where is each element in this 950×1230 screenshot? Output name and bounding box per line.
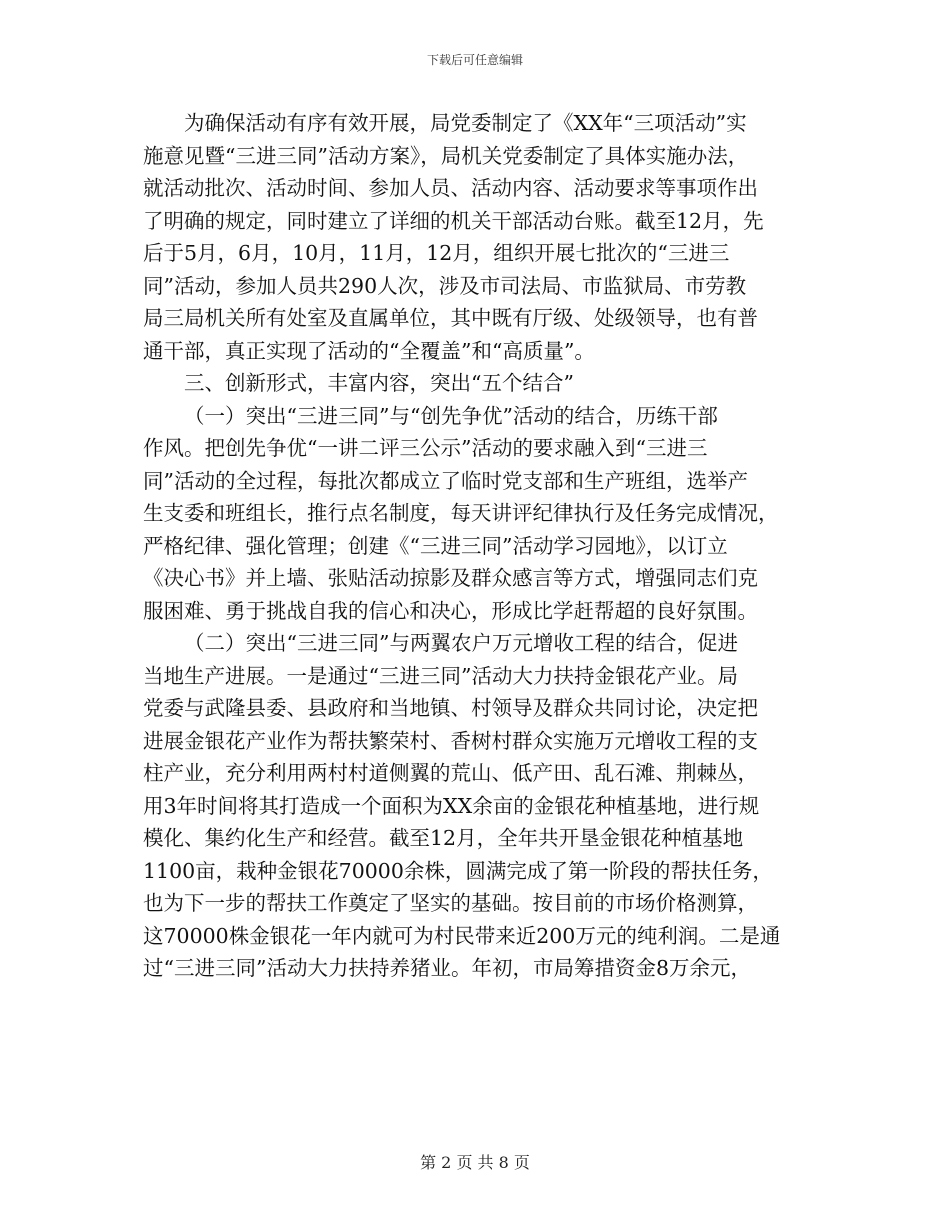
text-line: 过“三进三同”活动大力扶持养猪业。年初，市局筹措资金8万余元， [143, 956, 752, 980]
text-line: 同”活动，参加人员共290人次，涉及市司法局、市监狱局、市劳教 [143, 273, 747, 298]
text-line: （二）突出“三进三同”与两翼农户万元增收工程的结合，促进 [184, 631, 738, 655]
text-line: 服困难、勇于挑战自我的信心和决心，形成比学赶帮超的良好氛围。 [143, 598, 758, 623]
text-line: 党委与武隆县委、县政府和当地镇、村领导及群众共同讨论，决定把 [143, 696, 758, 720]
text-line: 也为下一步的帮扶工作奠定了坚实的基础。按目前的市场价格测算， [143, 891, 758, 915]
text-line: 严格纪律、强化管理；创建《“三进三同”活动学习园地》，以订立 [143, 533, 728, 558]
document-body [143, 107, 807, 985]
text-line: 为确保活动有序有效开展，局党委制定了《XX年“三项活动”实 [184, 111, 747, 135]
text-line: 通干部，真正实现了活动的“全覆盖”和“高质量”。 [143, 338, 595, 363]
text-line: 柱产业，充分利用两村村道侧翼的荒山、低产田、乱石滩、荆棘丛， [143, 761, 758, 785]
section-heading: 三、创新形式，丰富内容，突出“五个结合” [184, 371, 574, 395]
page-header: 下载后可任意编辑 [426, 53, 523, 67]
text-line: 《决心书》并上墙、张贴活动掠影及群众感言等方式，增强同志们克 [143, 566, 758, 590]
text-line: 模化、集约化生产和经营。截至12月，全年共开垦金银花种植基地 [143, 826, 744, 850]
text-line: 后于5月，6月，10月，11月，12月，组织开展七批次的“三进三 [143, 241, 730, 265]
text-line: （一）突出“三进三同”与“创先争优”活动的结合，历练干部 [184, 403, 718, 428]
text-line: 1100亩，栽种金银花70000余株，圆满完成了第一阶段的帮扶任务， [143, 858, 773, 883]
text-line: 就活动批次、活动时间、参加人员、活动内容、活动要求等事项作出 [143, 176, 758, 200]
text-line: 用3年时间将其打造成一个面积为XX余亩的金银花种植基地，进行规 [143, 793, 760, 818]
text-line: 当地生产进展。一是通过“三进三同”活动大力扶持金银花产业。局 [143, 663, 738, 688]
text-line: 了明确的规定，同时建立了详细的机关干部活动台账。截至12月，先 [143, 208, 764, 233]
text-line: 生支委和班组长，推行点名制度，每天讲评纪律执行及任务完成情况， [143, 501, 779, 525]
text-line: 局三局机关所有处室及直属单位，其中既有厅级、处级领导，也有普 [143, 306, 758, 330]
text-line: 作风。把创先争优“一讲二评三公示”活动的要求融入到“三进三 [143, 436, 708, 460]
page-footer: 第 2 页 共 8 页 [420, 1153, 530, 1172]
text-line: 这70000株金银花一年内就可为村民带来近200万元的纯利润。二是通 [143, 923, 781, 948]
text-line: 进展金银花产业作为帮扶繁荣村、香树村群众实施万元增收工程的支 [143, 728, 758, 753]
text-line: 同”活动的全过程，每批次都成立了临时党支部和生产班组，选举产 [143, 468, 748, 493]
text-line: 施意见暨“三进三同”活动方案》，局机关党委制定了具体实施办法， [143, 143, 749, 168]
